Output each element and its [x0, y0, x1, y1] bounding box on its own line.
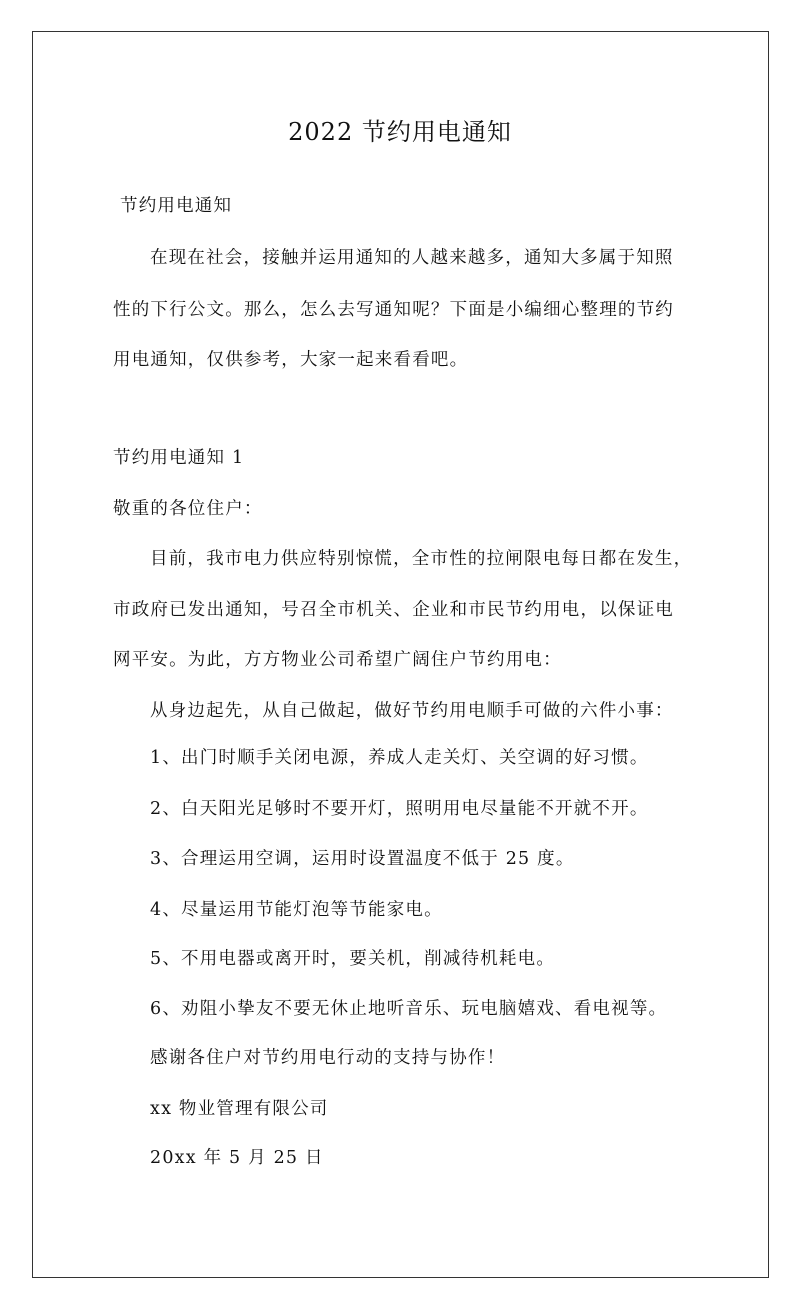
list-item: 3、合理运用空调，运用时设置温度不低于 25 度。 — [150, 849, 575, 869]
date: 20xx 年 5 月 25 日 — [150, 1148, 324, 1168]
list-item: 2、白天阳光足够时不要开灯，照明用电尽量能不开就不开。 — [150, 799, 649, 819]
salutation: 敬重的各位住户： — [113, 499, 263, 519]
list-item: 6、劝阻小挚友不要无休止地听音乐、玩电脑嬉戏、看电视等。 — [150, 999, 668, 1019]
lead-in: 从身边起先，从自己做起，做好节约用电顺手可做的六件小事： — [150, 701, 674, 721]
body-line: 市政府已发出通知，号召全市机关、企业和市民节约用电，以保证电 — [113, 600, 674, 620]
section-heading: 节约用电通知 1 — [113, 448, 245, 468]
intro-line: 用电通知，仅供参考，大家一起来看看吧。 — [113, 350, 469, 370]
document-title: 2022 节约用电通知 — [288, 118, 512, 146]
intro-line: 在现在社会，接触并运用通知的人越来越多，通知大多属于知照 — [150, 248, 674, 268]
body-line: 网平安。为此，方方物业公司希望广阔住户节约用电： — [113, 650, 562, 670]
body-line: 目前，我市电力供应特别惊慌，全市性的拉闸限电每日都在发生， — [150, 549, 693, 569]
thanks-line: 感谢各住户对节约用电行动的支持与协作！ — [150, 1048, 506, 1068]
subtitle: 节约用电通知 — [120, 196, 233, 216]
signature: xx 物业管理有限公司 — [150, 1099, 329, 1119]
list-item: 4、尽量运用节能灯泡等节能家电。 — [150, 900, 443, 920]
intro-line: 性的下行公文。那么，怎么去写通知呢？下面是小编细心整理的节约 — [113, 300, 674, 320]
list-item: 5、不用电器或离开时，要关机，削减待机耗电。 — [150, 949, 556, 969]
list-item: 1、出门时顺手关闭电源，养成人走关灯、关空调的好习惯。 — [150, 748, 649, 768]
